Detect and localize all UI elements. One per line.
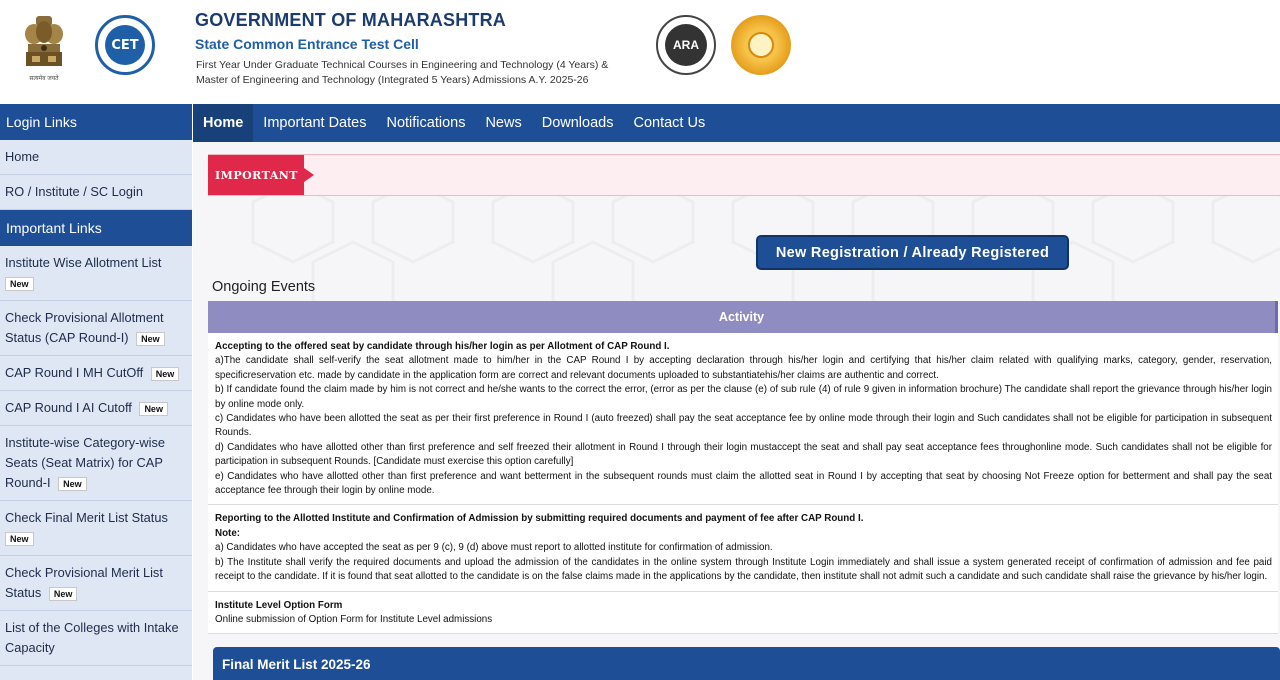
site-header: [0, 0, 1280, 104]
new-badge: New: [58, 477, 87, 491]
activity-title: Reporting to the Allotted Institute and Confirmation of Admission by submitting required documents and payment of fee after CAP Round I.: [215, 513, 864, 525]
activity-table: [208, 301, 1278, 634]
activity-row-institute-level-option: [208, 592, 1278, 635]
sidebar-heading-login-links: Login Links: [0, 104, 192, 140]
new-badge: New: [151, 367, 180, 381]
nav-downloads[interactable]: Downloads: [541, 115, 614, 131]
activity-note: Note:: [215, 527, 241, 539]
nav-home[interactable]: Home: [193, 104, 253, 142]
nav-news[interactable]: News: [485, 115, 522, 131]
nav-important-dates[interactable]: Important Dates: [263, 115, 367, 131]
sidebar-item-ai-cutoff[interactable]: [0, 391, 192, 426]
sidebar-item-seat-matrix[interactable]: [0, 426, 192, 501]
new-badge: New: [5, 277, 34, 291]
activity-text: b) If candidate found the claim made by him is not correct and he/she wants to the correct the error, (error as per the clause (e) of sub rule (4) of rule 9 given in information brochure) The candidate shall report the grievance through his/her login by online mode only.: [215, 384, 1272, 410]
description-line-1: First Year Under Graduate Technical Courses in Engineering and Technology (4 Years) &: [196, 59, 609, 71]
page-description: [196, 58, 646, 88]
activity-text: a) Candidates who have accepted the seat as per 9 (c), 9 (d) above must report to allotted institute for confirmation of admission.: [215, 542, 773, 554]
main-content: [193, 142, 1280, 680]
sidebar-item-provisional-allotment-status[interactable]: [0, 301, 192, 356]
registration-button[interactable]: New Registration / Already Registered: [756, 235, 1069, 270]
activity-row-reporting: [208, 505, 1278, 591]
sidebar-item-label: CAP Round I MH CutOff: [5, 365, 144, 380]
main-nav: [193, 104, 1280, 142]
sidebar-item-ro-login[interactable]: RO / Institute / SC Login: [0, 175, 192, 210]
cet-logo-text: CET: [105, 25, 145, 65]
sidebar-item-label: Check Final Merit List Status: [5, 510, 168, 525]
activity-title: Accepting to the offered seat by candidate through his/her login as per Allotment of CAP Round I.: [215, 341, 670, 352]
sidebar-item-label: CAP Round I AI Cutoff: [5, 400, 132, 415]
activity-text: c) Candidates who have been allotted the seat as per their first preference in Round I (auto freezed) shall pay the seat acceptance fee by online mode through their login and Such candidates shall not be eligible for participation in subsequent Rounds.: [215, 413, 1272, 439]
sidebar-item-label: Check Provisional Merit List Status: [5, 565, 163, 600]
new-badge: New: [139, 402, 168, 416]
cet-cell-logo: [95, 15, 155, 75]
ongoing-events-heading: Ongoing Events: [212, 279, 316, 295]
national-emblem-icon: [22, 12, 66, 92]
sidebar-item-home[interactable]: Home: [0, 140, 192, 175]
page-subtitle: State Common Entrance Test Cell: [195, 36, 419, 52]
activity-text: b) The Institute shall verify the required documents and upload the admission of the candidates in the online system through Institute Login immediately and shall issue a system generated receipt of confirmation of admission and fee paid receipt to the candidate. If it is found that seat allotted to the candidate is on the false claims made in the applications by the candidate, then institute shall not admit such a candidate and such candidate shall raise the grievance by his/her login.: [215, 556, 1272, 583]
sidebar-heading-important-links: Important Links: [0, 210, 192, 246]
sidebar-item-colleges-intake[interactable]: [0, 611, 192, 666]
emblem-caption: सत्यमेव जयते: [29, 76, 59, 82]
ara-logo-text: ARA: [665, 24, 707, 66]
sidebar-item-institute-wise-allotment[interactable]: [0, 246, 192, 301]
description-line-2: Master of Engineering and Technology (Integrated 5 Years) Admissions A.Y. 2025-26: [196, 74, 589, 86]
final-merit-list-heading[interactable]: Final Merit List 2025-26: [213, 647, 1280, 680]
sidebar-item-provisional-merit-status[interactable]: [0, 556, 192, 611]
new-badge: New: [136, 332, 165, 346]
page-title: GOVERNMENT OF MAHARASHTRA: [195, 10, 506, 30]
new-badge: New: [49, 587, 78, 601]
seal-center: [748, 32, 774, 58]
new-badge: New: [5, 532, 34, 546]
nav-contact-us[interactable]: Contact Us: [633, 115, 706, 131]
activity-text: Online submission of Option Form for Institute Level admissions: [215, 613, 493, 625]
important-marquee: [208, 154, 1280, 196]
sidebar: [0, 104, 192, 680]
maharashtra-seal: [731, 15, 791, 75]
nav-notifications[interactable]: Notifications: [386, 115, 466, 131]
important-label: IMPORTANT: [208, 155, 304, 195]
sidebar-item-mh-cutoff[interactable]: [0, 356, 192, 391]
activity-text: a)The candidate shall self-verify the seat allotment made to him/her in the CAP Round I by accepting declaration through his/her login and certifying that his/her claim related with qualifying marks, category, gender, reservation, specificreservation etc. made by candidate in the application form are correct and relevant documents uploaded to substantiatehis/her claims are authentic and correct.: [215, 355, 1272, 381]
sidebar-item-label: Institute-wise Category-wise Seats (Seat Matrix) for CAP Round-I: [5, 435, 166, 490]
activity-title: Institute Level Option Form: [215, 599, 343, 611]
activity-text: e) Candidates who have allotted other than first preference and want betterment in the subsequent rounds must claim the allotted seat in Round I by accepting that seat by choosing Not Freeze option for betterment and shall pay the seat acceptance fee through their login by online mode.: [215, 470, 1272, 497]
activity-header: Activity: [208, 301, 1278, 333]
activity-text: d) Candidates who have allotted other than first preference and self freezed their allotment in Round I through their login mustaccept the seat and shall pay seat acceptance fees throughonline mode. Such candidates shall not be eligible for participation in subsequent Rounds. [Candidate must exercise this option carefully]: [215, 441, 1272, 468]
sidebar-item-label: List of the Colleges with Intake Capacity: [5, 620, 179, 655]
sidebar-item-final-merit-status[interactable]: [0, 501, 192, 556]
activity-row-seat-acceptance: [208, 333, 1278, 505]
sidebar-item-label: Check Provisional Allotment Status (CAP Round-I): [5, 310, 164, 345]
ara-logo: [656, 15, 716, 75]
sidebar-item-label: Institute Wise Allotment List: [5, 255, 162, 270]
